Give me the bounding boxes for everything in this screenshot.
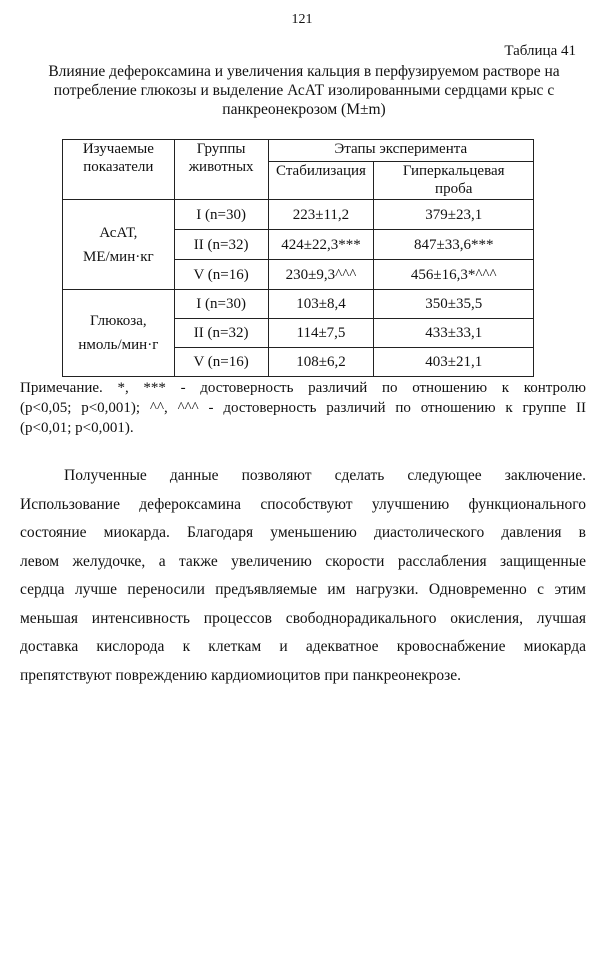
title-line: потребление глюкозы и выделение АсАТ изолированными сердцами крыс с xyxy=(53,82,555,99)
note-line: (p<0,05; p<0,001); ^^, ^^^ - достоверность различий по отношению к группе II xyxy=(20,400,586,416)
body-paragraph xyxy=(20,462,586,690)
hyper-cell: 350±35,5 xyxy=(374,290,534,319)
body-line: доставка кислорода к клеткам и адекватное кровоснабжение миокарда xyxy=(20,638,586,655)
header-groups: Группы животных xyxy=(174,140,268,200)
hyper-cell: 847±33,6*** xyxy=(374,230,534,260)
group-cell: II (n=32) xyxy=(174,319,268,348)
body-line: состояние миокарда. Благодаря уменьшению диастолического давления в xyxy=(20,524,586,541)
results-table xyxy=(62,139,534,377)
indicator-cell: Глюкоза, нмоль/мин·г xyxy=(63,290,175,377)
stab-cell: 230±9,3^^^ xyxy=(268,260,374,290)
hyper-cell: 433±33,1 xyxy=(374,319,534,348)
hyper-cell: 403±21,1 xyxy=(374,348,534,377)
header-hypercalcemic: Гиперкальцевая проба xyxy=(374,162,534,200)
page-number: 121 xyxy=(291,12,313,27)
title-line: Влияние дефероксамина и увеличения кальция в перфузируемом растворе на xyxy=(48,63,560,80)
body-line: левом желудочке, а также увеличению скорости расслабления защищенные xyxy=(20,552,586,570)
table-row xyxy=(63,200,534,230)
note-line: (p<0,01; p<0,001). xyxy=(20,420,134,436)
group-cell: II (n=32) xyxy=(174,230,268,260)
table-title xyxy=(14,62,594,119)
stab-cell: 223±11,2 xyxy=(268,200,374,230)
hyper-cell: 456±16,3*^^^ xyxy=(374,260,534,290)
stab-cell: 103±8,4 xyxy=(268,290,374,319)
stab-cell: 108±6,2 xyxy=(268,348,374,377)
body-line: меньшая интенсивность процессов свободнорадикального окисления, лучшая xyxy=(20,609,586,627)
header-indicators: Изучаемые показатели xyxy=(63,140,175,200)
body-line: сердца лучше переносили предъявляемые им нагрузки. Одновременно с этим xyxy=(20,581,586,598)
stab-cell: 114±7,5 xyxy=(268,319,374,348)
body-line: Использование дефероксамина способствуют улучшению функционального xyxy=(20,495,586,513)
group-cell: V (n=16) xyxy=(174,348,268,377)
hyper-cell: 379±23,1 xyxy=(374,200,534,230)
title-line: панкреонекрозом (M±m) xyxy=(222,101,386,118)
table-note xyxy=(20,378,586,438)
header-stabilization: Стабилизация xyxy=(268,162,374,200)
body-line: Полученные данные позволяют сделать следующее заключение. xyxy=(64,467,586,484)
indicator-cell: АсАТ, МЕ/мин·кг xyxy=(63,200,175,290)
group-cell: V (n=16) xyxy=(174,260,268,290)
stab-cell: 424±22,3*** xyxy=(268,230,374,260)
group-cell: I (n=30) xyxy=(174,200,268,230)
table-label: Таблица 41 xyxy=(504,43,576,59)
header-stages: Этапы эксперимента xyxy=(268,140,533,162)
group-cell: I (n=30) xyxy=(174,290,268,319)
table-row xyxy=(63,290,534,319)
note-line: Примечание. *, *** - достоверность различий по отношению к контролю xyxy=(20,380,586,396)
body-line: препятствуют повреждению кардиомиоцитов при панкреонекрозе. xyxy=(20,666,462,684)
